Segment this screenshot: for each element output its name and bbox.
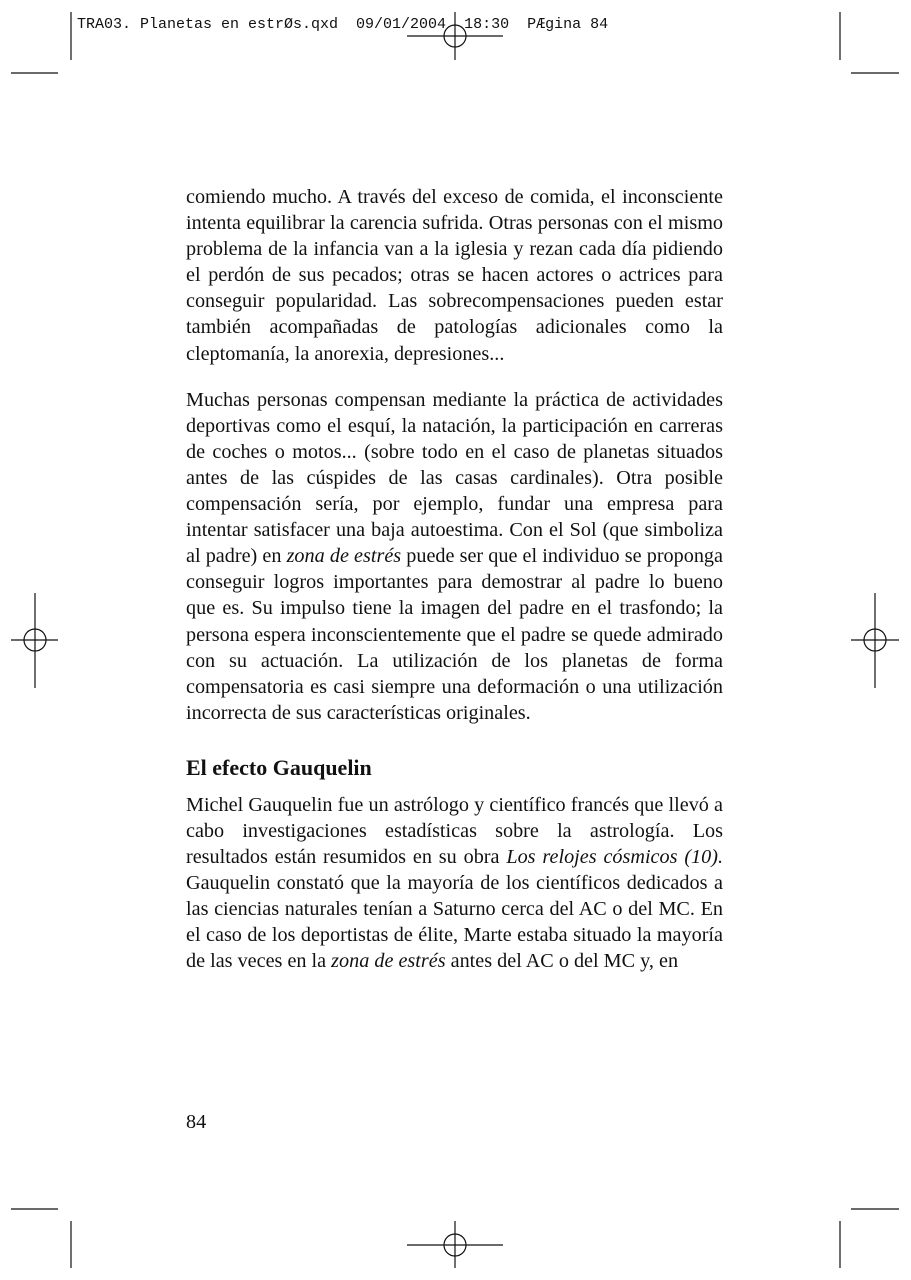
registration-mark-bottom bbox=[407, 1221, 503, 1268]
text-column bbox=[186, 184, 723, 975]
italic-term: zona de estrés bbox=[286, 545, 402, 568]
italic-book-title: Los relojes cósmicos (10). bbox=[506, 846, 723, 869]
section-heading: El efecto Gauquelin bbox=[186, 754, 372, 780]
italic-term: zona de estrés bbox=[331, 950, 446, 973]
page-number: 84 bbox=[186, 1111, 207, 1133]
file-slug-line: TRA03. Planetas en estrØs.qxd 09/01/2004 18:30 PÆgina 84 bbox=[77, 16, 609, 33]
registration-mark-top bbox=[407, 12, 503, 60]
paragraph-2: Muchas personas compensan mediante la práctica de actividades deportivas como el esquí, la natación, la participación en carreras de coches o motos... (sobre todo en el caso de planetas situados antes de las cúspides de las casas cardinales). Otra posible compensación sería, por ejemplo, fundar una empresa para intentar satisfacer una baja autoestima. Con el Sol (que simboliza al padre) en zona de estrés puede ser que el individuo se proponga conseguir logros importantes para demostrar al padre lo bueno que es. Su impulso tiene la imagen del padre en el trasfondo; la persona espera inconscientemente que el padre se quede admirado con su actuación. La utilización de los planetas de forma compensatoria es casi siempre una deformación o una utilización incorrecta de sus características originales. bbox=[186, 388, 723, 724]
registration-mark-left bbox=[11, 593, 58, 688]
paragraph-3: Michel Gauquelin fue un astrólogo y científico francés que llevó a cabo investigaciones estadísticas sobre la astrología. Los resultados están resumidos en su obra Los relojes cósmicos (10). Gauquelin constató que la mayoría de los científicos dedicados a las ciencias naturales tenían a Saturno cerca del AC o del MC. En el caso de los deportistas de élite, Marte estaba situado la mayoría de las veces en la zona de estrés antes del AC o del MC y, en bbox=[186, 793, 723, 973]
paragraph-1: comiendo mucho. A través del exceso de comida, el inconsciente intenta equilibrar la carencia sufrida. Otras personas con el mismo problema de la infancia van a la iglesia y rezan cada día pidiendo el perdón de sus pecados; otras se hacen actores o actrices para conseguir popularidad. Las sobrecompensaciones pueden estar también acompañadas de patologías adicionales como la cleptomanía, la anorexia, depresiones... bbox=[186, 186, 723, 365]
registration-mark-right bbox=[851, 593, 899, 688]
